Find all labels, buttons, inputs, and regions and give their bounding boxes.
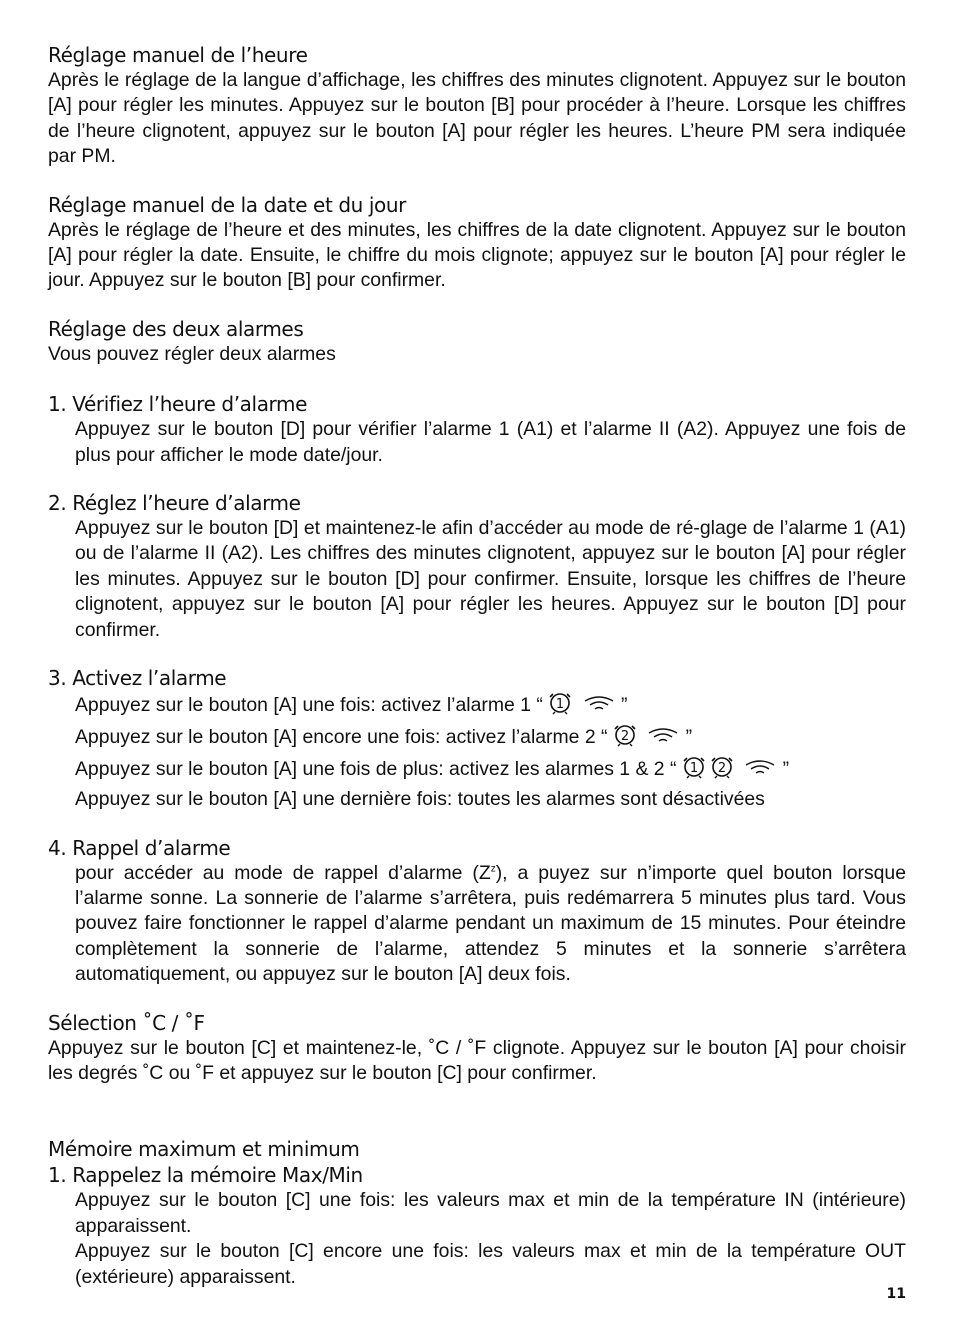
activation-list [48,691,906,812]
signal-icon [582,695,616,723]
activation-line-2: Appuyez sur le bouton [A] encore une fois: activez l’alarme 2 “ 2 ” [75,723,906,755]
step-title: 4. Rappel d’alarme [48,835,231,860]
step-set-alarm [48,490,906,643]
step-text: pour accéder au mode de rappel d’alarme $(Z^z)$, a puyez sur n’importe quel bouton lorsque l’alarme sonne. La sonnerie de l’alarme s’arrêtera, puis redémarrera 5 minutes plus tard. Vous pouvez faire fonctionner le rappel d’alarme pendant un maximum de 15 minutes. Pour éteindre complètement la sonnerie de l’alarme, attendez 5 minutes et la sonnerie s’arrêtera automatiquement, ou appuyez sur le bouton [A] deux fois. [75,861,906,986]
step-title: 3. Activez l’alarme [48,666,227,691]
section-manual-time [48,42,906,170]
step-snooze [48,835,906,988]
section-text: Vous pouvez régler deux alarmes [48,342,336,365]
svg-text:1: 1 [556,697,565,713]
svg-text:2: 2 [717,761,726,777]
step-check-alarm [48,391,906,468]
step-text: Appuyez sur le bouton [D] et maintenez-le afin d’accéder au mode de ré-glage de l’alarme 1 (A1) ou de l’alarme II (A2). Les chiffres des minutes clignotent, appuyez sur le bouton [A] pour régler les minutes. Appuyez sur le bouton [D] pour confirmer. Ensuite, lorsque les chiffres de l’heure clignotent, appuyez sur le bouton [A] pour régler les heures. Appuyez sur le bouton [D] pour confirmer. [75,517,906,641]
section-title: Mémoire maximum et minimum [48,1137,360,1162]
section-max-min-memory [48,1136,906,1290]
page-number: 11 [886,1286,906,1302]
section-two-alarms [48,316,906,367]
step-text: Appuyez sur le bouton [D] pour vérifier l’alarme 1 (A1) et l’alarme II (A2). Appuyez une fois de plus pour afficher le mode date/jour. [75,418,906,466]
step-text: Appuyez sur le bouton [C] une fois: les valeurs max et min de la température IN (intérieure) apparaissent. [75,1189,906,1237]
step-title: 2. Réglez l’heure d’alarme [48,491,301,516]
step-activate-alarm [48,665,906,812]
step-text: Appuyez sur le bouton [C] encore une fois: les valeurs max et min de la température OUT (extérieure) apparaissent. [75,1240,906,1288]
section-title: Réglage manuel de l’heure [48,43,308,67]
alarm-1-icon [682,755,710,787]
section-title: Réglage des deux alarmes [48,316,304,341]
section-text: Appuyez sur le bouton [C] et maintenez-le, ˚C / ˚F clignote. Appuyez sur le bouton [A] pour choisir les degrés ˚C ou ˚F et appuyez sur le bouton [C] pour confirmer. [48,1036,906,1084]
signal-icon [743,759,777,787]
section-title: Sélection ˚C / ˚F [48,1010,205,1035]
activation-line-4: Appuyez sur le bouton [A] une dernière fois: toutes les alarmes sont désactivées [75,788,765,811]
section-manual-date [48,192,906,294]
svg-text:1: 1 [689,761,698,777]
signal-icon [646,727,680,755]
section-text: Après le réglage de la langue d’affichage, les chiffres des minutes clignotent. Appuyez sur le bouton [A] pour régler les minutes. Appuyez sur le bouton [B] pour procéder à l’heure. Lorsque les chiffres de l’heure clignotent, appuyez sur le bouton [A] pour régler les heures. L’heure PM sera indiquée par PM. [48,69,906,168]
section-temperature-unit [48,1010,906,1087]
activation-line-1: Appuyez sur le bouton [A] une fois: activez l’alarme 1 “ 1 ” [75,691,906,723]
activation-line-3: Appuyez sur le bouton [A] une fois de plus: activez les alarmes 1 & 2 “ 1 2 ” [75,755,906,787]
document-page [48,42,906,1290]
step-title: 1. Vérifiez l’heure d’alarme [48,392,308,417]
alarm-2-icon [613,723,641,755]
svg-text:2: 2 [620,729,629,745]
section-title: Réglage manuel de la date et du jour [48,192,406,217]
section-text: Après le réglage de l’heure et des minutes, les chiffres de la date clignotent. Appuyez sur le bouton [A] pour régler la date. Ensuite, le chiffre du mois clignote; appuyez sur le bouton [A] pour régler le jour. Appuyez sur le bouton [B] pour confirmer. [48,218,906,292]
alarm-2-icon [710,755,738,787]
alarm-1-icon [548,691,576,723]
step-title: 1. Rappelez la mémoire Max/Min [48,1163,363,1188]
